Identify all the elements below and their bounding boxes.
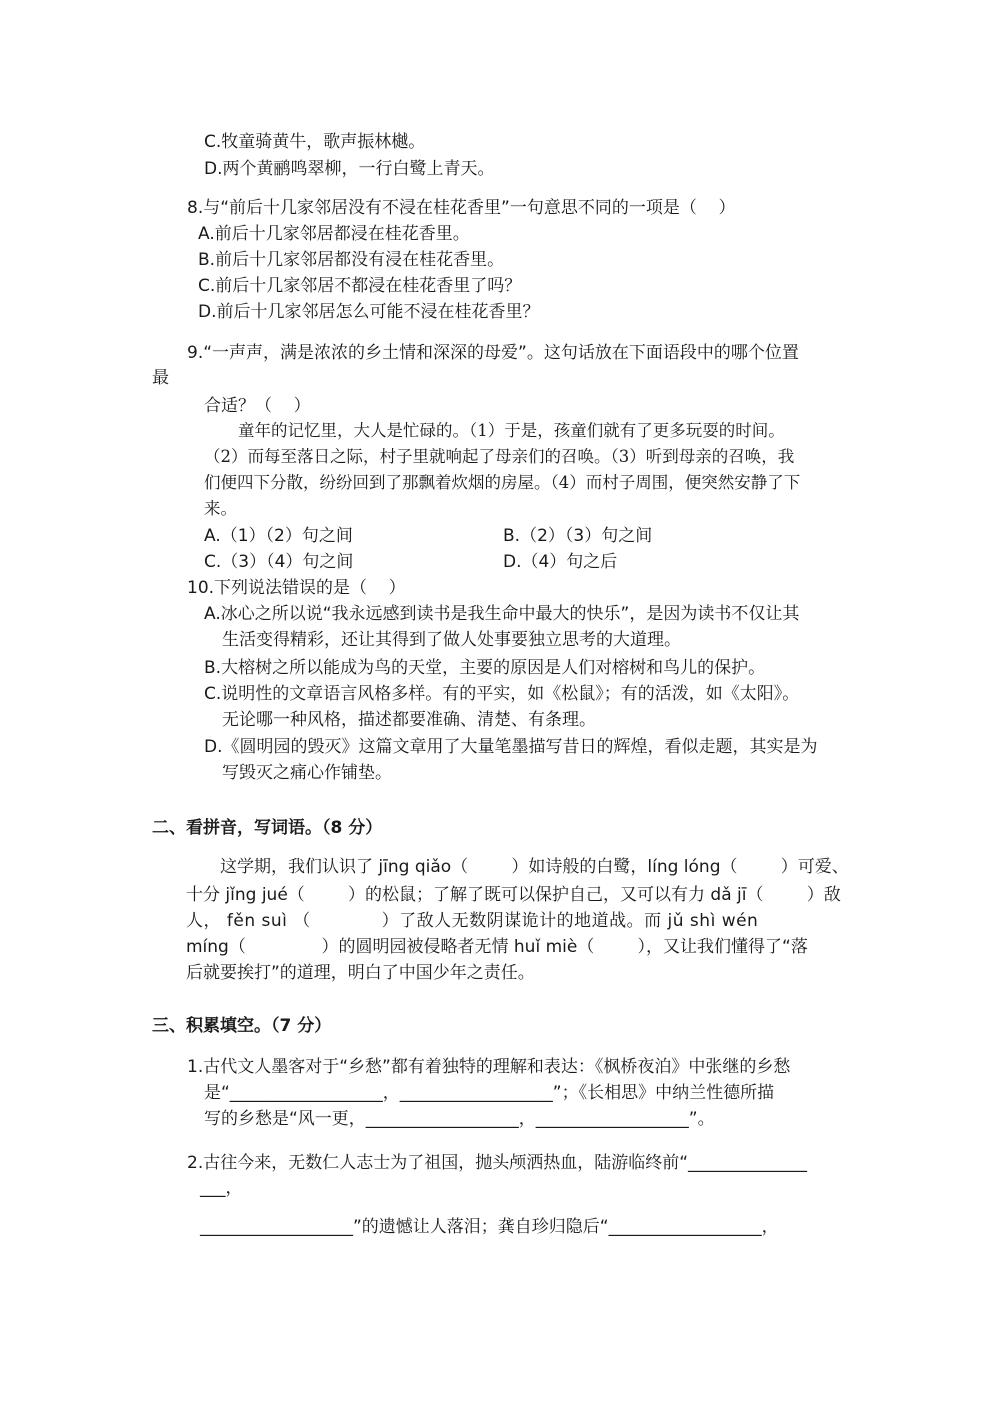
q9-option-d: D.（4）句之后 [503,552,618,572]
q8-option-c: C.前后十几家邻居不都浸在桂花香里了吗？ [198,276,522,296]
q10-option-a-line-2: 生活变得精彩，还让其得到了做人处事要独立思考的大道理。 [222,630,681,650]
q10-option-d-line-2: 写毁灭之痛心作铺垫。 [222,763,392,783]
q7-option-c: C.牧童骑黄牛，歌声振林樾。 [204,132,426,152]
q8-option-d: D.前后十几家邻居怎么可能不浸在桂花香里？ [198,302,540,322]
section-3-q2-line-3: __________________”的遗憾让人落泪；龚自珍归隐后“__________________， [200,1217,779,1237]
q9-stem-line-3: 合适？（ ） [204,396,311,416]
q10-stem: 10.下列说法错误的是（ ） [187,578,406,598]
q10-option-c-line-2: 无论哪一种风格，描述都要准确、清楚、有条理。 [222,710,596,730]
q9-passage-line-2: （2）而每至落日之际，村子里就响起了母亲们的召唤。（3）听到母亲的召唤，我 [204,447,795,466]
section-3-q2-line-2: ___， [200,1178,243,1198]
q8-option-a: A.前后十几家邻居都浸在桂花香里。 [198,224,470,244]
q9-passage-line-4: 来。 [204,499,237,518]
q9-passage-line-1: 童年的记忆里，大人是忙碌的。（1）于是，孩童们就有了更多玩耍的时间。 [238,421,785,440]
q9-stem-line-1: 9.“一声声，满是浓浓的乡土情和深深的母爱”。这句话放在下面语段中的哪个位置 [187,343,799,363]
section-3-q1-line-1: 1.古代文人墨客对于“乡愁”都有着独特的理解和表达：《枫桥夜泊》中张继的乡愁 [187,1057,791,1077]
q10-option-a-line-1: A.冰心之所以说“我永远感到读书是我生命中最大的快乐”，是因为读书不仅让其 [204,604,800,624]
q9-stem-line-2: 最 [152,368,169,388]
section-2-line-3: 人， fěn suì （ ）了敌人无数阴谋诡计的地道战。而 jǔ shì wén [186,911,759,931]
section-3-title: 三、积累填空。（7 分） [152,1016,332,1036]
q8-stem: 8.与“前后十几家邻居没有不浸在桂花香里”一句意思不同的一项是（ ） [187,198,736,218]
section-2-line-5: 后就要挨打”的道理，明白了中国少年之责任。 [186,963,535,983]
section-3-q1-line-3: 写的乡愁是“风一更，__________________，__________________”。 [204,1109,715,1129]
section-2-title: 二、看拼音，写词语。（8 分） [152,818,383,838]
section-3-q2-line-1: 2.古往今来，无数仁人志士为了祖国，抛头颅洒热血，陆游临终前“______________ [187,1153,808,1173]
q7-option-d: D.两个黄鹂鸣翠柳，一行白鹭上青天。 [204,159,495,179]
section-2-line-2: 十分 jǐng jué（ ）的松鼠；了解了既可以保护自己，又可以有力 dǎ jī（ ）敌 [186,885,841,905]
q10-option-d-line-1: D.《圆明园的毁灭》这篇文章用了大量笔墨描写昔日的辉煌，看似走题，其实是为 [204,737,818,757]
q8-option-b: B.前后十几家邻居都没有浸在桂花香里。 [198,250,505,270]
q10-option-b: B.大榕树之所以能成为鸟的天堂，主要的原因是人们对榕树和鸟儿的保护。 [204,658,766,678]
q9-passage-line-3: 们便四下分散，纷纷回到了那飘着炊烟的房屋。（4）而村子周围，便突然安静了下 [204,473,801,492]
q9-option-a: A.（1）（2）句之间 [204,526,353,546]
section-2-line-1: 这学期，我们认识了 jīng qiǎo（ ）如诗般的白鹭，líng lóng（ ）可爱、 [220,857,849,877]
q10-option-c-line-1: C.说明性的文章语言风格多样。有的平实，如《松鼠》；有的活泼，如《太阳》。 [204,684,800,704]
q9-option-c: C.（3）（4）句之间 [204,552,354,572]
q9-option-b: B.（2）（3）句之间 [503,526,653,546]
section-2-line-4: míng（ ）的圆明园被侵略者无情 huǐ miè（ ），又让我们懂得了“落 [186,937,808,957]
section-3-q1-line-2: 是“__________________，__________________”；《长相思》中纳兰性德所描 [204,1083,775,1103]
